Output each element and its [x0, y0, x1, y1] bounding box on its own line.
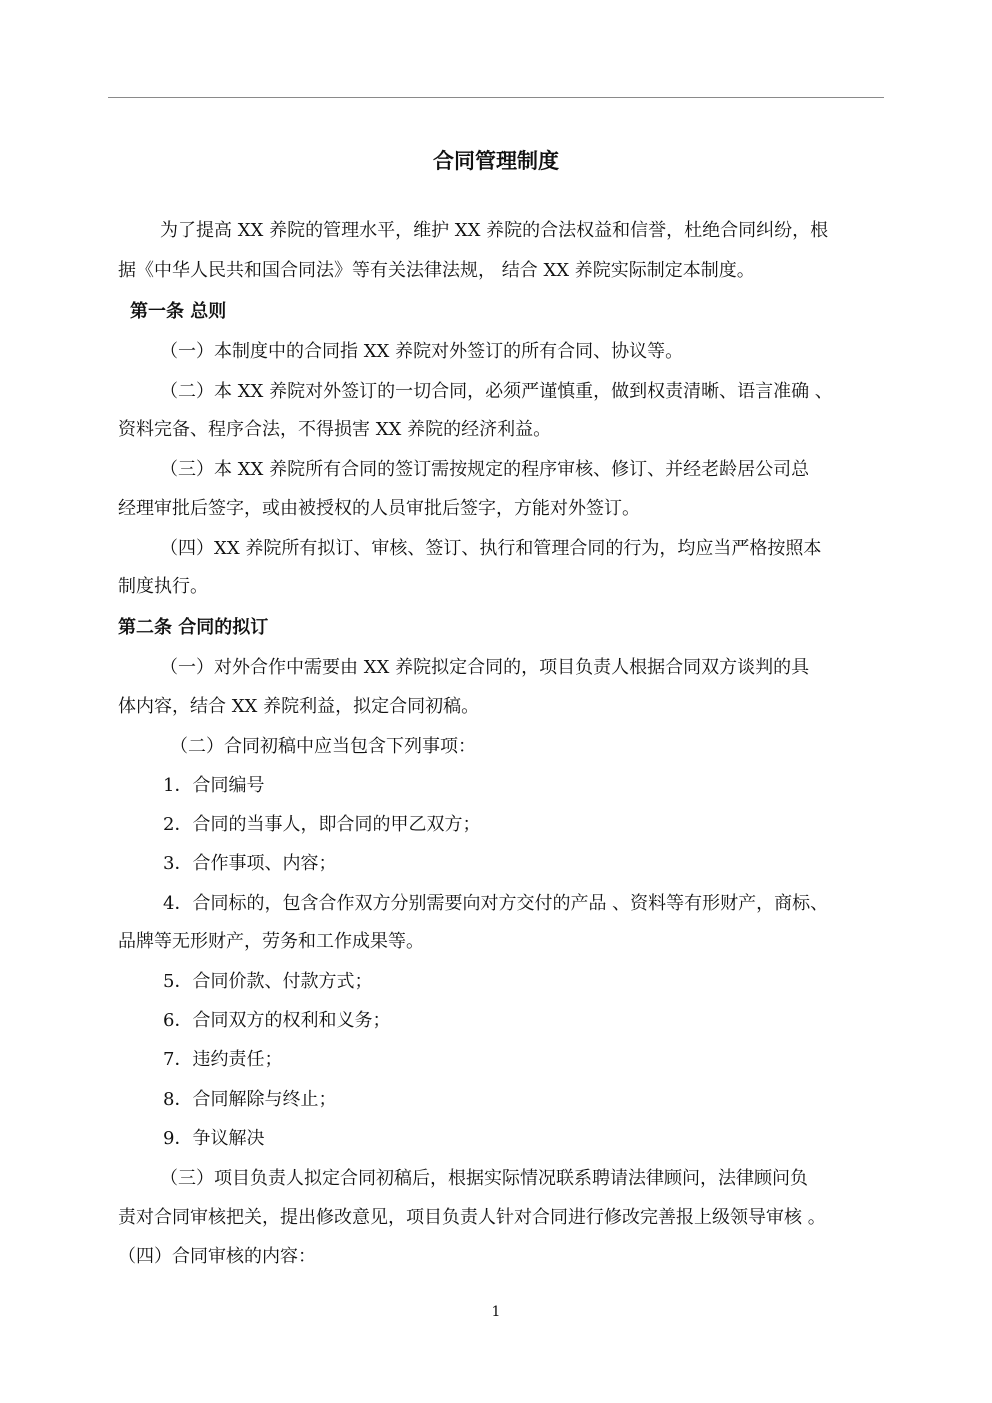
- article-2-line: （二）合同初稿中应当包含下列事项：: [170, 736, 476, 757]
- intro-line-1: 为了提高 XX 养院的管理水平，维护 XX 养院的合法权益和信誉，杜绝合同纠纷，根: [160, 220, 829, 241]
- article-2-line: （四）合同审核的内容：: [118, 1246, 316, 1267]
- list-item: 4．合同标的，包含合作双方分别需要向对方交付的产品 、资料等有形财产，商标、: [163, 893, 829, 914]
- article-2-line: （三）项目负责人拟定合同初稿后，根据实际情况联系聘请法律顾问，法律顾问负: [160, 1168, 808, 1189]
- article-1-line: （一）本制度中的合同指 XX 养院对外签订的所有合同、协议等。: [160, 341, 684, 362]
- header-rule: [108, 97, 884, 98]
- article-2-line: （一）对外合作中需要由 XX 养院拟定合同的，项目负责人根据合同双方谈判的具: [160, 657, 810, 678]
- list-item: 7．违约责任；: [163, 1049, 283, 1070]
- list-item: 6．合同双方的权利和义务；: [163, 1010, 391, 1031]
- list-item: 8．合同解除与终止；: [163, 1089, 337, 1110]
- document-title: 合同管理制度: [433, 148, 559, 173]
- article-1-line: 制度执行。: [118, 576, 208, 597]
- article-1-line: 经理审批后签字，或由被授权的人员审批后签字，方能对外签订。: [118, 498, 640, 519]
- list-item: 3．合作事项、内容；: [163, 853, 337, 874]
- list-item: 5．合同价款、付款方式；: [163, 971, 373, 992]
- article-1-line: （三）本 XX 养院所有合同的签订需按规定的程序审核、修订、并经老龄居公司总: [160, 459, 810, 480]
- article-1-line: （二）本 XX 养院对外签订的一切合同，必须严谨慎重，做到权责清晰、语言准确 、: [160, 381, 833, 402]
- article-2-heading: 第二条 合同的拟订: [118, 617, 269, 638]
- page-number: 1: [491, 1304, 501, 1320]
- article-2-line: 体内容，结合 XX 养院利益，拟定合同初稿。: [118, 696, 480, 717]
- article-1-line: （四）XX 养院所有拟订、审核、签订、执行和管理合同的行为，均应当严格按照本: [160, 538, 822, 559]
- article-2-line: 责对合同审核把关，提出修改意见，项目负责人针对合同进行修改完善报上级领导审核 。: [118, 1207, 826, 1228]
- list-item: 9．争议解决: [163, 1128, 265, 1149]
- intro-line-2: 据《中华人民共和国合同法》等有关法律法规， 结合 XX 养院实际制定本制度。: [118, 260, 755, 281]
- list-item-continued: 品牌等无形财产，劳务和工作成果等。: [118, 931, 424, 952]
- article-1-heading: 第一条 总则: [130, 301, 227, 322]
- list-item: 1．合同编号: [163, 775, 265, 796]
- list-item: 2．合同的当事人，即合同的甲乙双方；: [163, 814, 481, 835]
- article-1-line: 资料完备、程序合法，不得损害 XX 养院的经济利益。: [118, 419, 552, 440]
